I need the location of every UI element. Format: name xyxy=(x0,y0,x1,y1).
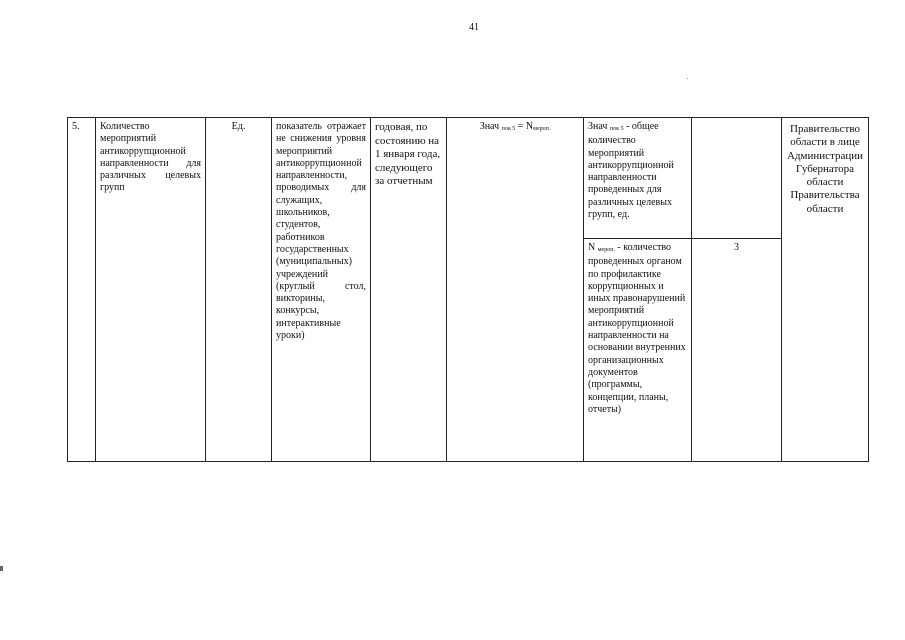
scan-edge-mark xyxy=(0,566,3,571)
variable2-sub: мероп. xyxy=(597,247,615,253)
page-number: 41 xyxy=(469,22,479,33)
variable1-sub: пок 5 xyxy=(609,126,624,132)
description-cell: показатель отражает не снижения уровня мероприятий антикоррупционной направленности, проводимых для служащих, школьников, студентов, работников государственных (муниципальных) учреждений (круглый стол, викторины, конкурсы, интерактивные уроки) xyxy=(272,118,371,462)
variable2-text: - количество проведенных органом по профилактике коррупционных и иных правонарушений мероприятий антикоррупционной направленности на основании внутренних организационных документов (программы, концепции, планы, отчеты) xyxy=(588,242,686,415)
unit-cell: Ед. xyxy=(206,118,272,462)
variable1-text: - общее количество мероприятий антикоррупционной направленности проведенных для различных целевых групп, ед. xyxy=(588,121,674,221)
periodicity-cell: годовая, по состоянию на 1 января года, следующего за отчетным xyxy=(371,118,447,462)
variable2-prefix: N xyxy=(588,242,596,253)
value1-cell xyxy=(692,118,782,239)
formula-sub1: пок 5 xyxy=(501,126,516,132)
indicator-name-cell: Количество мероприятий антикоррупционной направленности для различных целевых групп xyxy=(96,118,206,462)
indicator-table xyxy=(67,117,869,462)
formula-cell xyxy=(447,118,584,462)
formula-sub2: мероп. xyxy=(533,126,551,132)
table-row xyxy=(68,118,869,239)
variable1-prefix: Знач xyxy=(588,121,608,132)
variable2-cell xyxy=(584,239,692,462)
responsible-cell: Правительство области в лице Администрации Губернатора области Правительства области xyxy=(782,118,869,462)
value2-cell: 3 xyxy=(692,239,782,462)
variable1-cell xyxy=(584,118,692,239)
scan-speck xyxy=(687,78,688,79)
formula-equals: = N xyxy=(515,121,534,132)
row-number-cell: 5. xyxy=(68,118,96,462)
formula-prefix: Знач xyxy=(479,121,500,132)
